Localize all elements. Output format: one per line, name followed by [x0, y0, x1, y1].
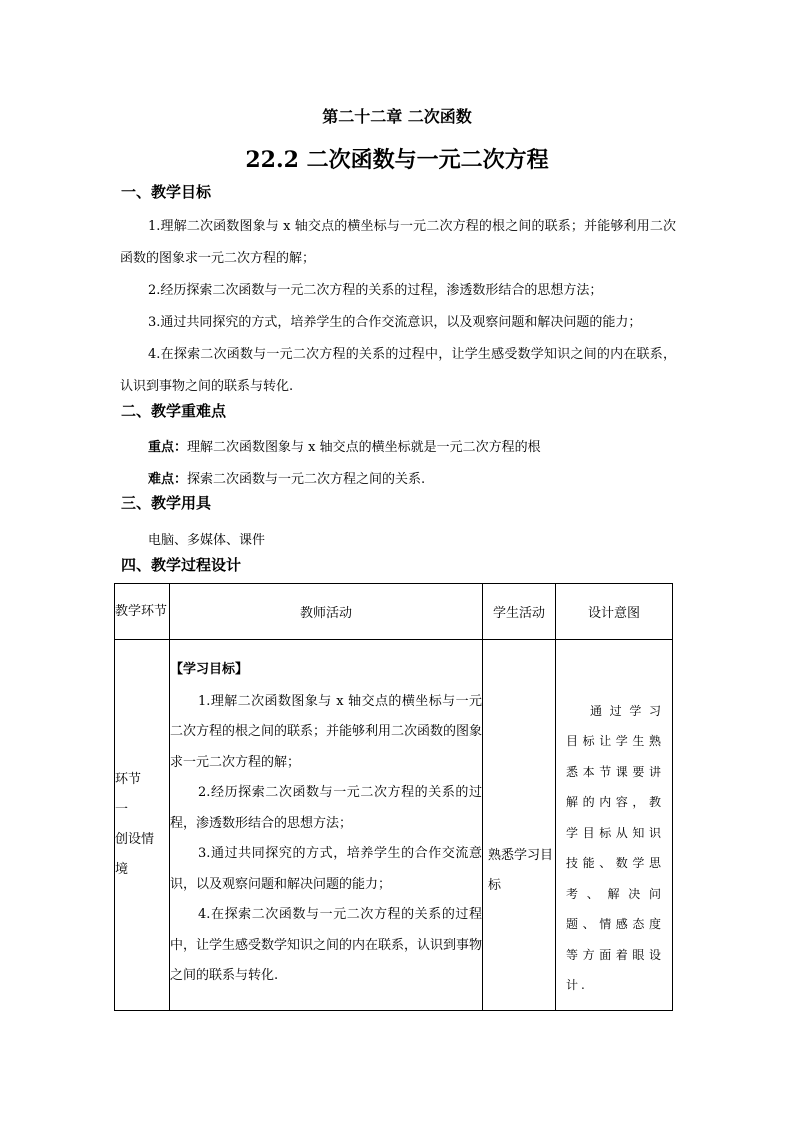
- chapter-heading: 第二十二章 二次函数: [322, 107, 472, 126]
- stage-cell: [115, 640, 170, 1011]
- teacher-goal-2: 2.经历探索二次函数与一元二次方程的关系的过程，渗透数形结合的思想方法；: [170, 785, 482, 831]
- difficulty-label: 难点：: [148, 472, 188, 487]
- design-intent-text: 通过学习目标让学生熟悉本节课要讲解的内容，教学目标从知识技能、数学思考、解决问题、情感态度等方面着眼设计.: [566, 703, 664, 992]
- header-stage: 教学环节: [115, 584, 170, 640]
- header-teacher: 教师活动: [170, 584, 483, 640]
- header-intent: 设计意图: [556, 584, 673, 640]
- section-process-heading: 四、教学过程设计: [121, 556, 242, 574]
- tools-text: 电脑、多媒体、课件: [148, 533, 266, 548]
- lesson-title: 22.2 二次函数与一元二次方程: [245, 147, 549, 173]
- stage-line: 创设情: [115, 832, 155, 847]
- learning-goals-title: 【学习目标】: [170, 661, 249, 677]
- table-row: [115, 640, 673, 1011]
- focus-text: 理解二次函数图象与 x 轴交点的横坐标就是一元二次方程的根: [187, 440, 541, 455]
- stage-line: 一: [115, 802, 129, 817]
- teacher-activity-cell: [170, 640, 483, 1011]
- process-table: [114, 583, 673, 1011]
- section-objectives-heading: 一、教学目标: [121, 183, 212, 201]
- section-tools-heading: 三、教学用具: [121, 494, 212, 512]
- difficulty-line: [148, 468, 425, 487]
- focus-line: [148, 436, 541, 455]
- objective-2: 2.经历探索二次函数与一元二次方程的关系的过程，渗透数形结合的思想方法；: [148, 283, 603, 298]
- table-header-row: [115, 584, 673, 640]
- student-activity-cell: [483, 640, 556, 1011]
- difficulty-text: 探索二次函数与一元二次方程之间的关系.: [187, 472, 426, 487]
- section-key-points-heading: 二、教学重难点: [121, 402, 227, 420]
- header-student: 学生活动: [483, 584, 556, 640]
- focus-label: 重点：: [148, 440, 188, 455]
- student-activity-text: 熟悉学习目标: [488, 848, 554, 893]
- stage-line: 境: [115, 862, 129, 877]
- design-intent-cell: [556, 640, 673, 1011]
- teacher-goal-1: 1.理解二次函数图象与 x 轴交点的横坐标与一元二次方程的根之间的联系；并能够利用二次函数的图象求一元二次方程的解；: [170, 693, 483, 770]
- objective-1: 1.理解二次函数图象与 x 轴交点的横坐标与一元二次方程的根之间的联系；并能够利用二次函数的图象求一元二次方程的解；: [120, 219, 676, 266]
- objective-4: 4.在探索二次函数与一元二次方程的关系的过程中，让学生感受数学知识之间的内在联系，认识到事物之间的联系与转化.: [120, 347, 676, 394]
- objective-3: 3.通过共同探究的方式，培养学生的合作交流意识，以及观察问题和解决问题的能力；: [148, 315, 642, 330]
- teacher-goal-3: 3.通过共同探究的方式，培养学生的合作交流意识，以及观察问题和解决问题的能力；: [170, 846, 482, 892]
- teacher-goal-4: 4.在探索二次函数与一元二次方程的关系的过程中，让学生感受数学知识之间的内在联系，认识到事物之间的联系与转化.: [170, 907, 483, 983]
- stage-line: 环节: [115, 772, 142, 787]
